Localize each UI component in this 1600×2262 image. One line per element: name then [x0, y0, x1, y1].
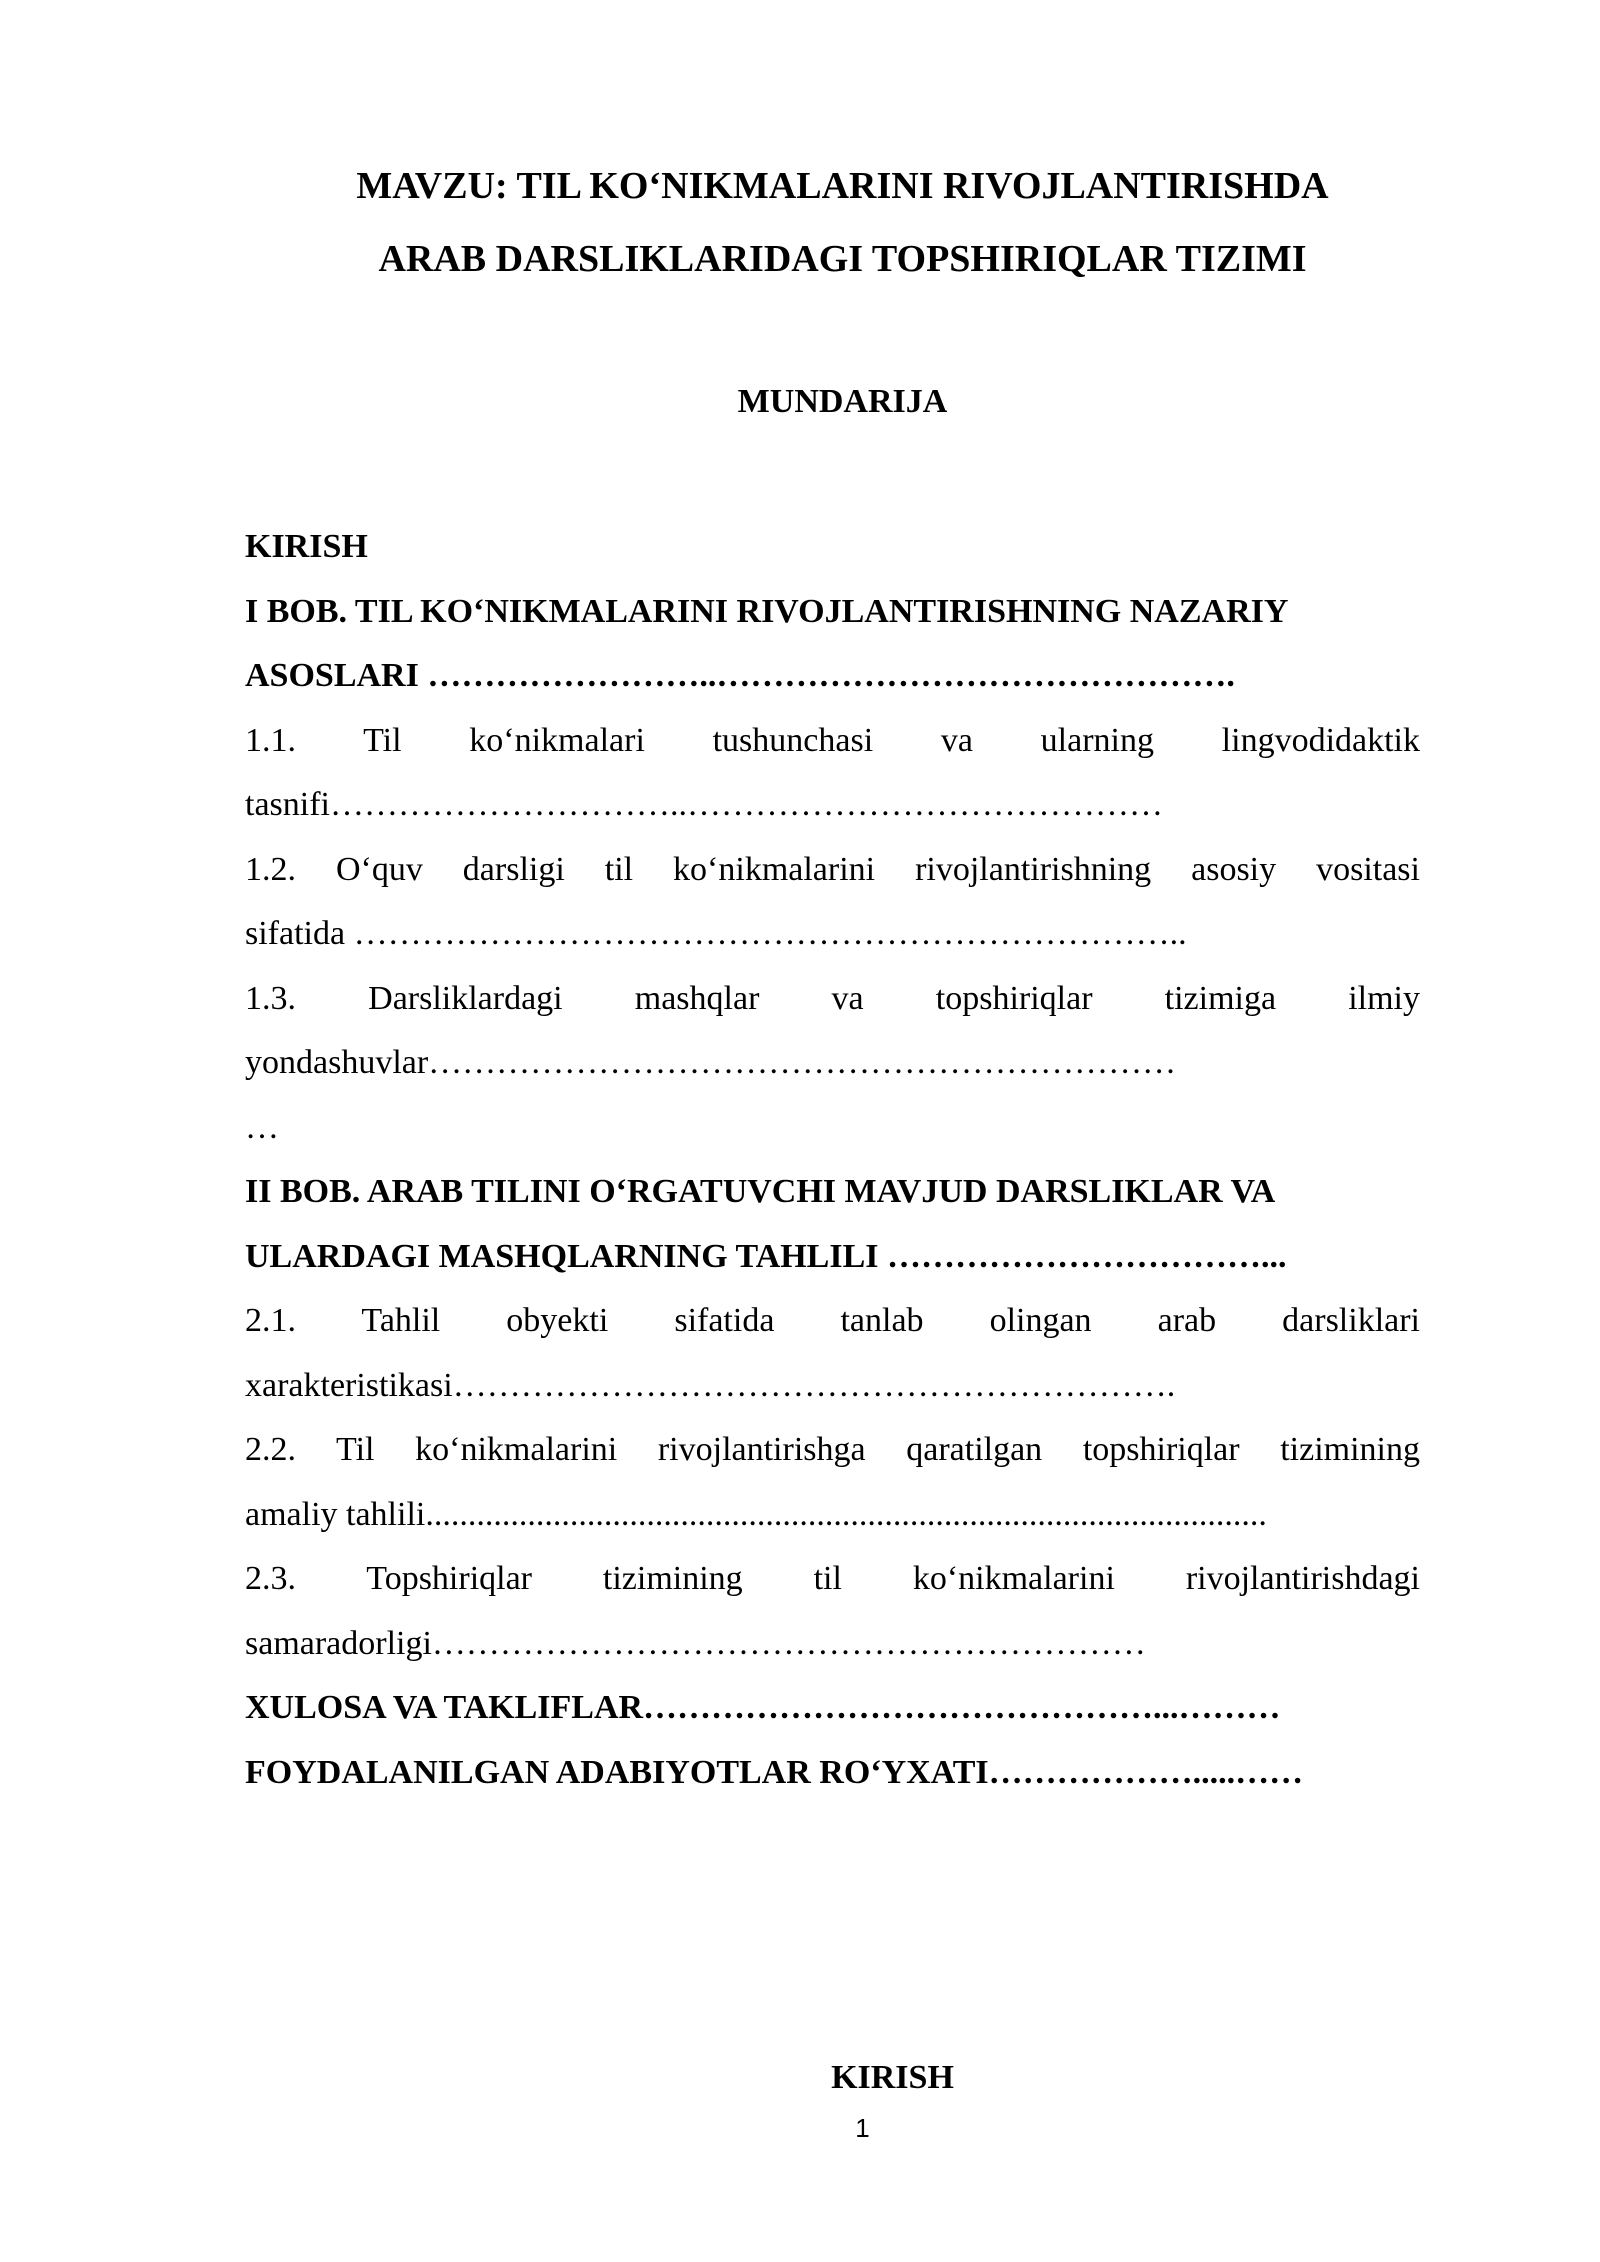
toc-section-2-2-line-2: amaliy tahlili................................................................................................... — [245, 1495, 1267, 1533]
toc-section-1-3-line-2: yondashuvlar………………………………………………………… — [245, 1044, 1177, 1081]
toc-item-conclusion: XULOSA VA TAKLIFLAR………………………………………...……… — [245, 1689, 1281, 1726]
toc-section-1-3-line-1: 1.3. Darsliklardagi mashqlar va topshiriqlar tizimiga ilmiy — [245, 979, 1420, 1017]
toc-section-1-2-line-2: sifatida ……………………………………………………………….. — [245, 915, 1187, 952]
title-line-1: MAVZU: TIL KO‘NIKMALARINI RIVOJLANTIRISHDA — [356, 165, 1329, 207]
toc-chapter-1-line-1: I BOB. TIL KO‘NIKMALARINI RIVOJLANTIRISHNING NAZARIY — [245, 592, 1289, 630]
toc-item-references: FOYDALANILGAN ADABIYOTLAR RO‘YXATI……………….....…… — [245, 1753, 1304, 1791]
toc-heading: MUNDARIJA — [737, 383, 948, 420]
toc-item-intro: KIRISH — [245, 528, 368, 565]
toc-section-2-1-line-2: xarakteristikasi………………………………………………………. — [245, 1366, 1176, 1404]
toc-section-2-2-line-1: 2.2. Til ko‘nikmalarini rivojlantirishga qaratilgan topshiriqlar tizimining — [245, 1431, 1420, 1468]
toc-section-2-3-line-1: 2.3. Topshiriqlar tizimining til ko‘nikmalarini rivojlantirishdagi — [245, 1560, 1420, 1597]
toc-section-2-1-line-1: 2.1. Tahlil obyekti sifatida tanlab olingan arab darsliklari — [245, 1302, 1420, 1339]
toc-section-1-1-line-2: tasnifi…………………………..…………………………………… — [245, 786, 1163, 823]
document-title — [0, 150, 1600, 296]
toc-chapter-2-line-2: ULARDAGI MASHQLARNING TAHLILI ……………………………... — [245, 1237, 1287, 1275]
toc-section-1-1-line-1: 1.1. Til ko‘nikmalari tushunchasi va ularning lingvodidaktik — [245, 721, 1420, 759]
toc-section-1-2-line-1: 1.2. O‘quv darsligi til ko‘nikmalarini rivojlantirishning asosiy vositasi — [245, 850, 1420, 888]
table-of-contents — [245, 515, 1420, 1805]
toc-chapter-2-line-1: II BOB. ARAB TILINI O‘RGATUVCHI MAVJUD DARSLIKLAR VA — [245, 1173, 1276, 1210]
page-number: 1 — [855, 2113, 870, 2143]
toc-section-1-3-line-3: … — [245, 1108, 279, 1146]
toc-section-2-3-line-2: samaradorligi……………………………………………………… — [245, 1624, 1146, 1662]
toc-chapter-1-line-2: ASOSLARI ……………………..………………………………………. — [245, 657, 1235, 694]
title-line-2: ARAB DARSLIKLARIDAGI TOPSHIRIQLAR TIZIMI — [378, 238, 1307, 280]
section-heading-intro: KIRISH — [831, 2059, 954, 2096]
